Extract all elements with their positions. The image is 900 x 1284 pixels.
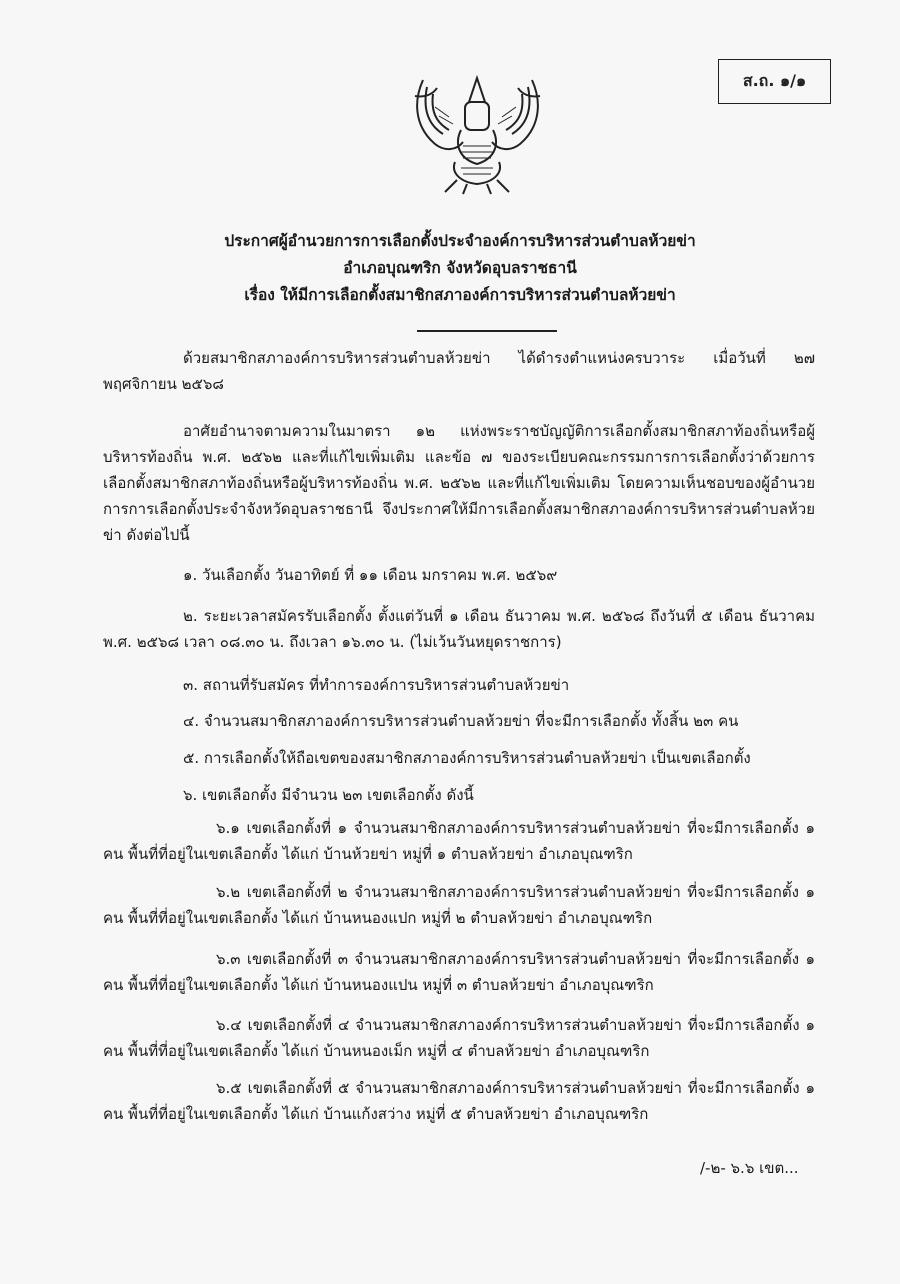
district-2: ๖.๒ เขตเลือกตั้งที่ ๒ จำนวนสมาชิกสภาองค์การบริหารส่วนตำบลห้วยข่า ที่จะมีการเลือกตั้ง ๑ คน พื้นที่ที่อยู่ในเขตเลือกตั้ง ได้แก่ บ้านหนองแปก หมู่ที่ ๒ ตำบลห้วยข่า อำเภอบุณฑริก — [103, 883, 815, 927]
title-divider — [417, 330, 557, 332]
district-1: ๖.๑ เขตเลือกตั้งที่ ๑ จำนวนสมาชิกสภาองค์การบริหารส่วนตำบลห้วยข่า ที่จะมีการเลือกตั้ง ๑ คน พื้นที่ที่อยู่ในเขตเลือกตั้ง ได้แก่ บ้านห้วยข่า หมู่ที่ ๑ ตำบลห้วยข่า อำเภอบุณฑริก — [103, 819, 815, 863]
item-constituency-basis: ๕. การเลือกตั้งให้ถือเขตของสมาชิกสภาองค์การบริหารส่วนตำบลห้วยข่า เป็นเขตเลือกตั้ง — [183, 749, 751, 767]
authority-paragraph: อาศัยอำนาจตามความในมาตรา ๑๒ แห่งพระราชบัญญัติการเลือกตั้งสมาชิกสภาท้องถิ่นหรือผู้บริหารท้องถิ่น พ.ศ. ๒๕๖๒ และที่แก้ไขเพิ่มเติม และข้อ ๗ ของระเบียบคณะกรรมการการเลือกตั้งว่าด้วยการเลือกตั้งสมาชิกสภาท้องถิ่นหรือผู้บริหารท้องถิ่น พ.ศ. ๒๕๖๒ และที่แก้ไขเพิ่มเติม โดยความเห็นชอบของผู้อำนวยการการเลือกตั้งประจำจังหวัดอุบลราชธานี จึงประกาศให้มีการเลือกตั้งสมาชิกสภาองค์การบริหารส่วนตำบลห้วยข่า ดังต่อไปนี้ — [103, 422, 815, 544]
form-code: ส.ถ. ๑/๑ — [742, 71, 807, 90]
garuda-emblem-icon — [405, 72, 550, 197]
item-application-period: ๒. ระยะเวลาสมัครรับเลือกตั้ง ตั้งแต่วันที่ ๑ เดือน ธันวาคม พ.ศ. ๒๕๖๘ ถึงวันที่ ๕ เดือน ธันวาคม พ.ศ. ๒๕๖๘ เวลา ๐๘.๓๐ น. ถึงเวลา ๑๖.๓๐ น. (ไม่เว้นวันหยุดราชการ) — [103, 607, 815, 651]
district-5: ๖.๕ เขตเลือกตั้งที่ ๕ จำนวนสมาชิกสภาองค์การบริหารส่วนตำบลห้วยข่า ที่จะมีการเลือกตั้ง ๑ คน พื้นที่ที่อยู่ในเขตเลือกตั้ง ได้แก่ บ้านแก้งสว่าง หมู่ที่ ๕ ตำบลห้วยข่า อำเภอบุณฑริก — [103, 1079, 815, 1123]
title-line-3: เรื่อง ให้มีการเลือกตั้งสมาชิกสภาองค์การบริหารส่วนตำบลห้วยข่า — [244, 286, 676, 304]
item-election-date: ๑. วันเลือกตั้ง วันอาทิตย์ ที่ ๑๑ เดือน มกราคม พ.ศ. ๒๕๖๙ — [183, 566, 558, 584]
title-line-2: อำเภอบุณฑริก จังหวัดอุบลราชธานี — [343, 259, 577, 277]
announcement-title — [0, 228, 900, 309]
district-3: ๖.๓ เขตเลือกตั้งที่ ๓ จำนวนสมาชิกสภาองค์การบริหารส่วนตำบลห้วยข่า ที่จะมีการเลือกตั้ง ๑ คน พื้นที่ที่อยู่ในเขตเลือกตั้ง ได้แก่ บ้านหนองแปน หมู่ที่ ๓ ตำบลห้วยข่า อำเภอบุณฑริก — [103, 950, 815, 994]
district-4: ๖.๔ เขตเลือกตั้งที่ ๔ จำนวนสมาชิกสภาองค์การบริหารส่วนตำบลห้วยข่า ที่จะมีการเลือกตั้ง ๑ คน พื้นที่ที่อยู่ในเขตเลือกตั้ง ได้แก่ บ้านหนองเม็ก หมู่ที่ ๔ ตำบลห้วยข่า อำเภอบุณฑริก — [103, 1016, 815, 1060]
intro-paragraph: ด้วยสมาชิกสภาองค์การบริหารส่วนตำบลห้วยข่า ได้ดำรงตำแหน่งครบวาระ เมื่อวันที่ ๒๗ พฤศจิกายน ๒๕๖๘ — [103, 349, 815, 393]
title-line-1: ประกาศผู้อำนวยการการเลือกตั้งประจำองค์การบริหารส่วนตำบลห้วยข่า — [224, 232, 696, 250]
item-member-count: ๔. จำนวนสมาชิกสภาองค์การบริหารส่วนตำบลห้วยข่า ที่จะมีการเลือกตั้ง ทั้งสิ้น ๒๓ คน — [183, 712, 739, 730]
item-constituency-count: ๖. เขตเลือกตั้ง มีจำนวน ๒๓ เขตเลือกตั้ง ดังนี้ — [183, 786, 474, 804]
form-code-box — [718, 59, 831, 104]
item-application-place: ๓. สถานที่รับสมัคร ที่ทำการองค์การบริหารส่วนตำบลห้วยข่า — [183, 676, 570, 694]
continuation-note: /-๒- ๖.๖ เขต... — [700, 1159, 799, 1177]
